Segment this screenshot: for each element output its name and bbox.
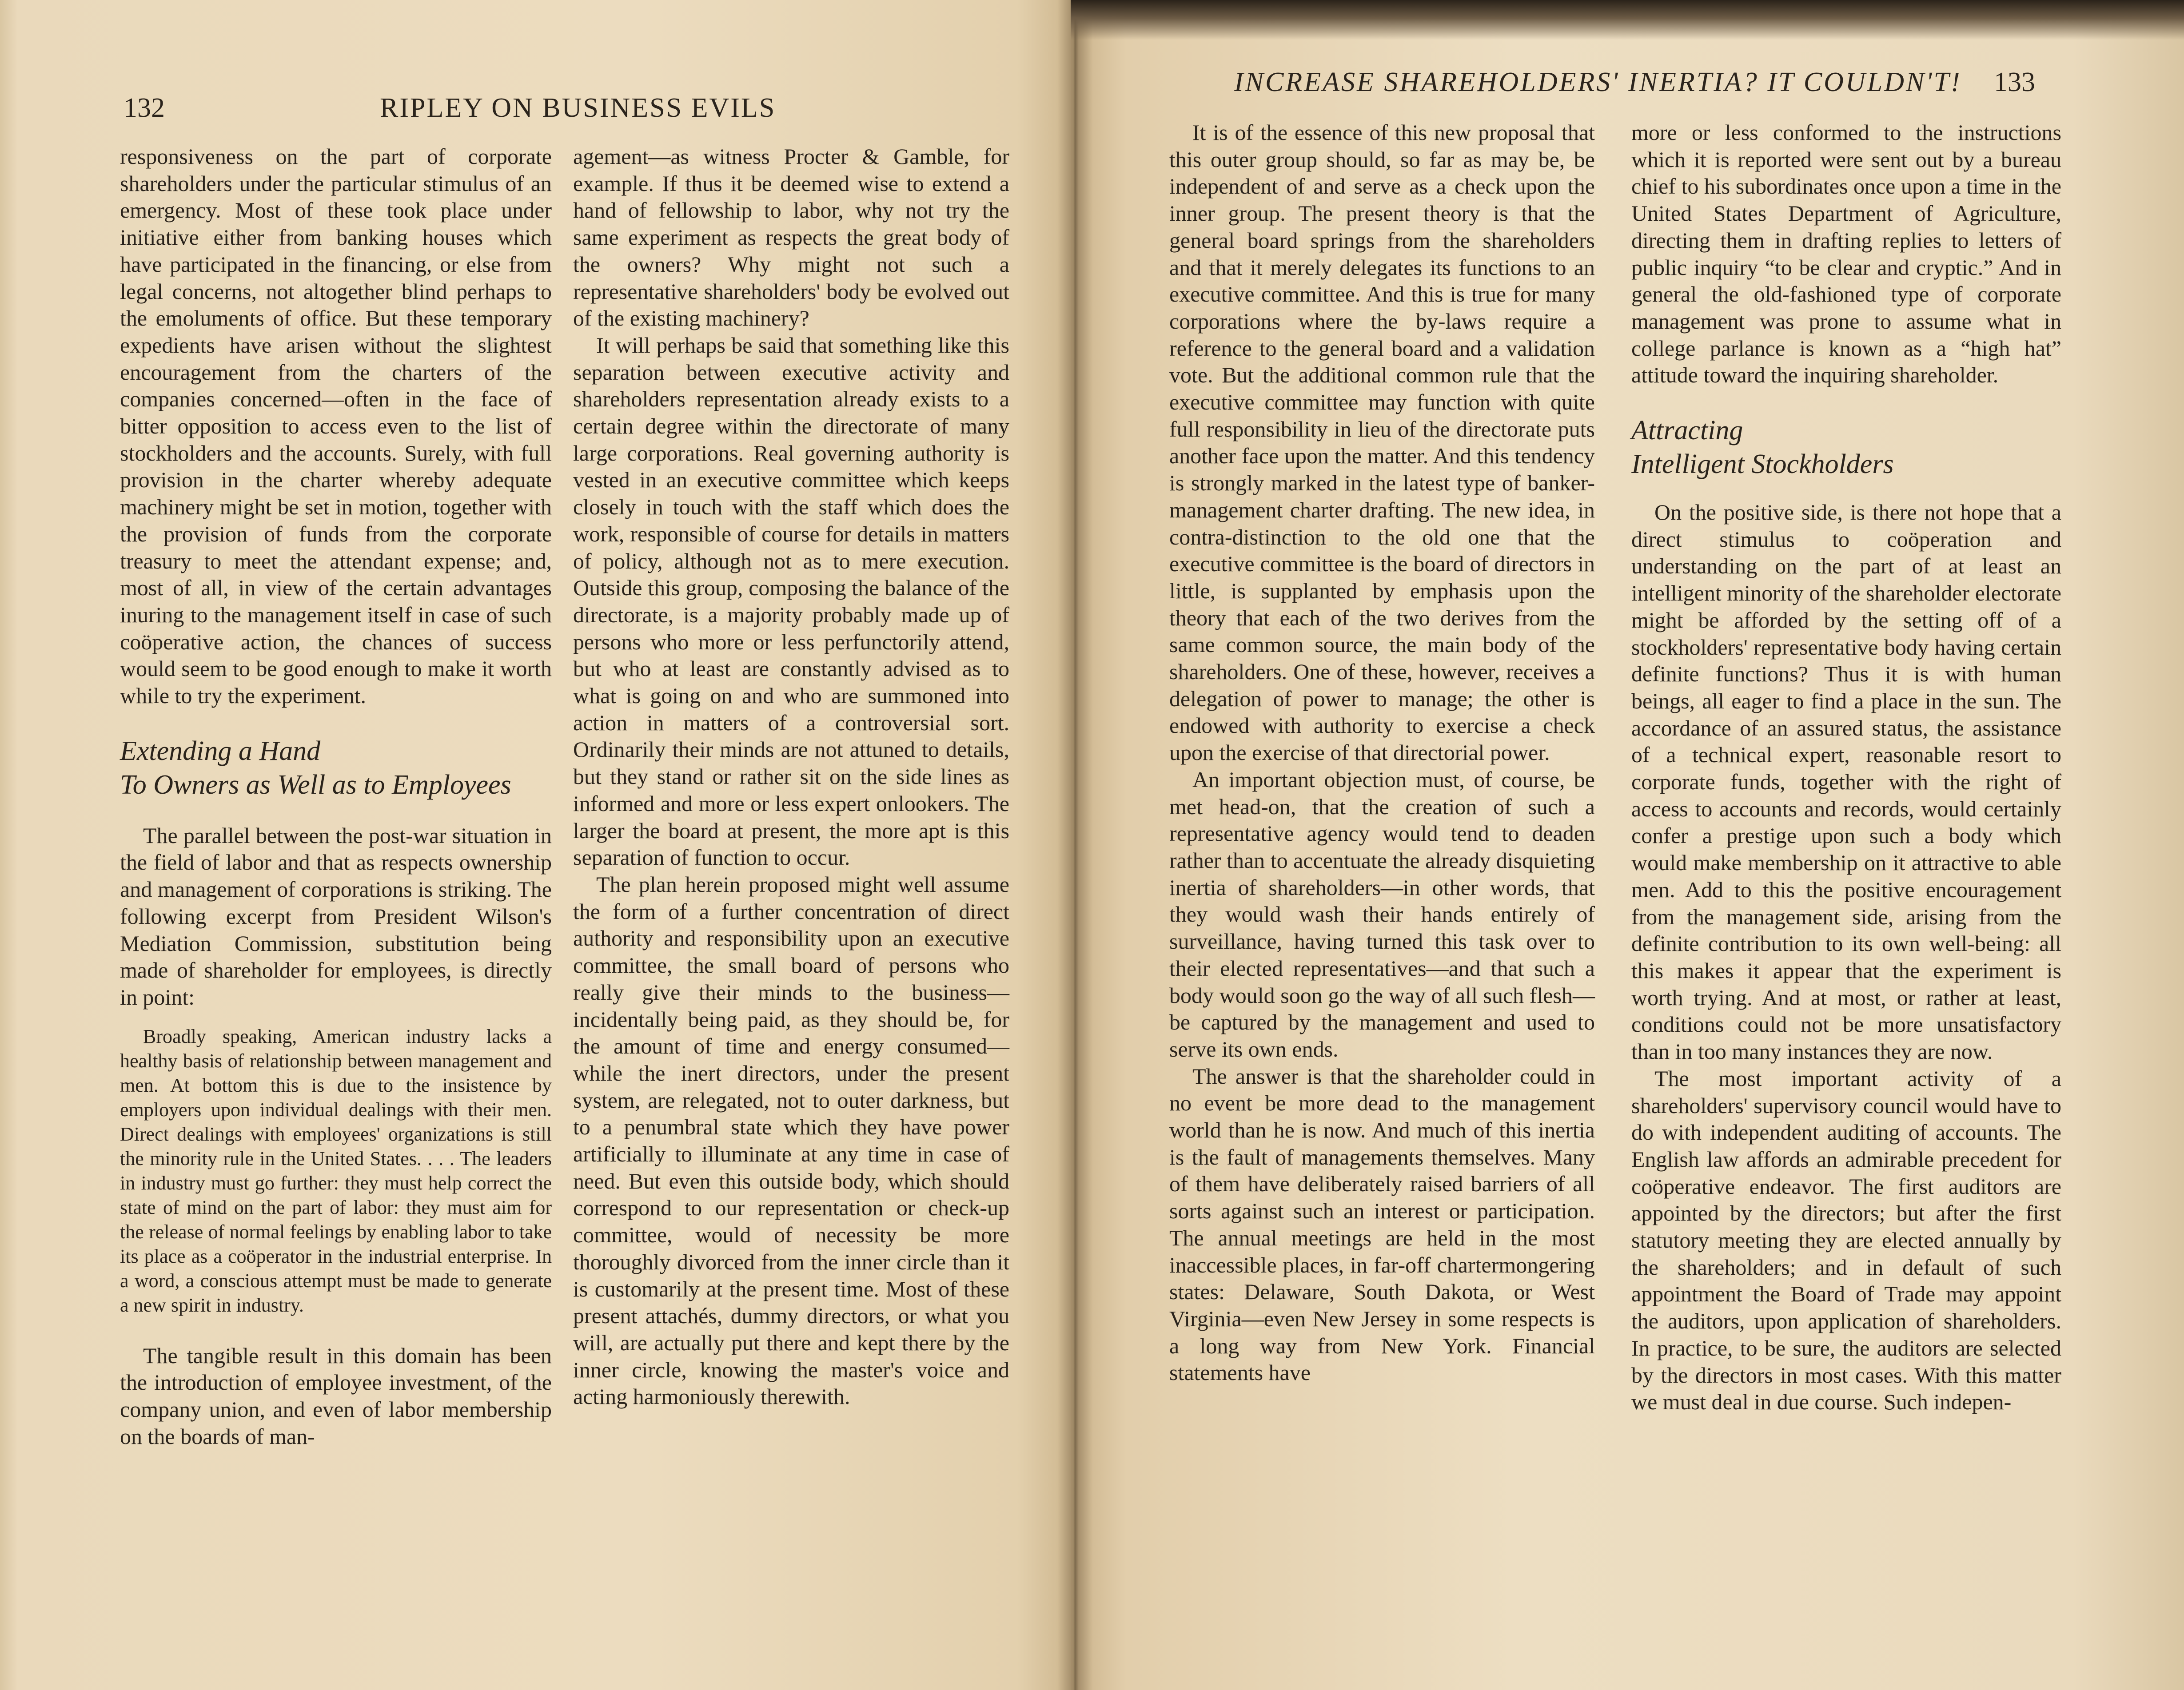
subheading: Extending a Hand <box>120 736 321 766</box>
left-page <box>0 0 1071 1690</box>
text-column-2 <box>1631 119 2061 1416</box>
paragraph: agement—as witness Procter & Gamble, for example. If thus it be deemed wise to extend a hand of fellowship to labor, why not try the same experiment as respects the great body of the owners? Why might not such a representative shareholders' body be evolved out of the existing machinery? <box>573 144 1009 331</box>
paragraph: On the positive side, is there not hope that a direct stimulus to coöperation and understanding on the part of at least an intelligent minority of the shareholder electorate might be afforded by the setting off of a stockholders' representative body having certain definite functions? Thus it is with human beings, all eager to find a place in the sun. The accordance of an assured status, the assistance of a technical expert, reasonable resort to corporate funds, together with the right of access to accounts and records, would certainly confer a prestige upon such a body which would make membership on it attractive to able men. Add to this the positive encouragement from the management side, arising from the definite contribution to its own well-being: all this makes it appear that the experiment is worth trying. And at most, or rather at least, conditions could not be more unsatisfactory than in too many instances they are now. <box>1631 500 2061 1064</box>
text-column-2 <box>573 143 1009 1410</box>
running-head: INCREASE SHAREHOLDERS' INERTIA? IT COULDN'T! <box>1234 67 1962 97</box>
page-number: 133 <box>1994 67 2035 97</box>
subheading: Intelligent Stockholders <box>1631 449 1894 480</box>
paragraph: The tangible result in this domain has been the introduction of employee investment, of the company union, and even of labor membership on the boards of man- <box>120 1343 552 1449</box>
page-number: 132 <box>124 93 165 123</box>
paragraph: An important objection must, of course, be met head-on, that the creation of such a representative agency would tend to deaden rather than to accentuate the already disquieting inertia of shareholders—in other words, that they would wash their hands entirely of surveillance, having turned this task over to their elected representatives—and that such a body would soon go the way of all such flesh—be captured by the management and used to serve its own ends. <box>1169 767 1595 1062</box>
paragraph: The most important activity of a shareholders' supervisory council would have to do with independent auditing of accounts. The English law affords an admirable precedent for coöperative endeavor. The first auditors are appointed by the directors; but after the first statutory meeting they are elected annually by the shareholders; and in default of such appointment the Board of Trade may appoint the auditors, upon application of shareholders. In practice, to be sure, the auditors are selected by the directors in most cases. With this matter we must deal in due course. Such indepen- <box>1631 1066 2061 1415</box>
book-gutter <box>1057 0 1093 1690</box>
paragraph: more or less conformed to the instructions which it is reported were sent out by a bureau chief to his subordinates once upon a time in the United States Department of Agriculture, directing them in drafting replies to letters of public inquiry “to be clear and cryptic.” And in general the old-fashioned type of corporate management was prone to assume what in college parlance is known as a “high hat” attitude toward the inquiring shareholder. <box>1631 120 2061 388</box>
paragraph: It is of the essence of this new proposal that this outer group should, so far as may be, be independent of and serve as a check upon the inner group. The present theory is that the general board springs from the shareholders and that it merely delegates its functions to an executive committee. And this is true for many corporations where the by-laws require a reference to the general board and a validation vote. But the additional common rule that the executive committee may function with quite full responsibility in lieu of the directorate puts another face upon the matter. And this tendency is strongly marked in the latest type of banker-management charter drafting. The new idea, in contra-distinction to the old one that the executive committee is the board of directors in little, is supplanted by emphasis upon the theory that each of the two derives from the same common source, the main body of the shareholders. One of these, however, receives a delegation of power to manage; the other is endowed with authority to exercise a check upon the exercise of that directorial power. <box>1169 120 1595 765</box>
paragraph: responsiveness on the part of corporate shareholders under the particular stimulus of an emergency. Most of these took place under initiative either from banking houses which have participated in the financing, or else from legal concerns, not altogether blind perhaps to the emoluments of office. But these temporary expedients have arisen without the slightest encouragement from the charters of the companies concerned—often in the face of bitter opposition to access even to the list of stockholders and the accounts. Surely, with full provision in the charter whereby adequate machinery might be set in motion, together with the provision of funds from the corporate treasury to meet the attendant expense; and, most of all, in view of the certain advantages inuring to the management itself in case of such coöperative action, the chances of success would seem to be good enough to make it worth while to try the experiment. <box>120 144 552 708</box>
block-quote: Broadly speaking, American industry lacks a healthy basis of relationship between management and men. At bottom this is due to the insistence by employers upon individual dealings with their men. Direct dealings with employees' organizations is still the minority rule in the United States. . . . The leaders in industry must go further: they must help correct the state of mind on the part of labor: they must aim for the release of normal feelings by enabling labor to take its place as a coöperator in the industrial enterprise. In a word, a conscious attempt must be made to generate a new spirit in industry. <box>120 1025 552 1316</box>
paragraph: The answer is that the shareholder could in no event be more dead to the management world than he is now. And much of this inertia is the fault of managements themselves. Many of them have deliberately raised barriers of all sorts against such an interest or participation. The annual meetings are held in the most inaccessible places, in far-off chartermongering states: Delaware, South Dakota, or West Virginia—even New Jersey in some respects is a long way from New York. Financial statements have <box>1169 1063 1595 1385</box>
text-column-1 <box>120 143 552 1450</box>
text-column-1 <box>1169 119 1595 1386</box>
paragraph: It will perhaps be said that something like this separation between executive activity and shareholders representation already exists to a certain degree within the directorate of many large corporations. Real governing authority is vested in an executive committee which keeps closely in touch with the staff which does the work, responsible of course for details in matters of policy, although not as to mere execution. Outside this group, composing the balance of the directorate, is a majority probably made up of persons who more or less perfunctorily attend, but who at least are constantly advised as to what is going on and who are summoned into action in matters of a controversial sort. Ordinarily their minds are not attuned to details, but they stand or rather sit on the side lines as informed and more or less expert onlookers. The larger the board at present, the more apt is this separation of function to occur. <box>573 332 1009 870</box>
paragraph: The plan herein proposed might well assume the form of a further concentration of direct authority and responsibility upon an executive committee, the small board of persons who really give their minds to the business—incidentally being paid, as they should be, for the amount of time and energy consumed—while the inert directors, under the present system, are relegated, not to outer darkness, but to a penumbral state which they have power artificially to illuminate at any time in case of need. But even this outside body, which should correspond to our representation or check-up committee, would of necessity be more thoroughly divorced from the inner circle than it is customarily at the present time. Most of these present attachés, dummy directors, or what you will, are actually put there and kept there by the inner circle, knowing the master's voice and acting harmoniously therewith. <box>573 871 1009 1409</box>
paragraph: The parallel between the post-war situation in the field of labor and that as respects ownership and management of corporations is striking. The following excerpt from President Wilson's Mediation Commission, substitution being made of shareholder for employees, is directly in point: <box>120 823 552 1010</box>
running-head: RIPLEY ON BUSINESS EVILS <box>380 93 776 123</box>
page-edge-shadow <box>1071 0 2184 40</box>
right-page <box>1071 0 2184 1690</box>
subheading: To Owners as Well as to Employees <box>120 769 511 800</box>
subheading: Attracting <box>1631 415 1743 446</box>
